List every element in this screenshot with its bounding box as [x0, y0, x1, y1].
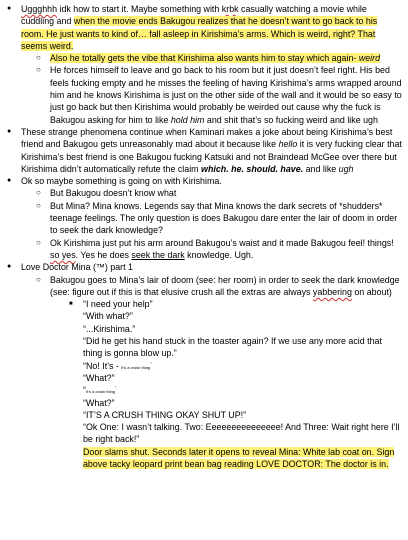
- underlined-text: seek the dark: [131, 249, 185, 260]
- misspelled-word: Uggghhh: [21, 4, 58, 14]
- dialogue-line: ■ “I need your help”: [83, 299, 153, 310]
- sub-bullet-item: [0, 52, 402, 64]
- dialogue-line: “No! It’s - it’s a crush thing”: [83, 360, 152, 371]
- dialogue-list: [50, 298, 402, 470]
- dialogue-block: [0, 298, 402, 470]
- bullet-item-4: ● Love Doctor Mina (™) part 1 ○ Bakugou goes to Mina’s lair of doom (see: her room) in order to seek the dark knowledge (see: figure out if this is that elusive crush all the extras are always yabbering on about) ■ “I need your help” “With what?” “...Kirishima.” “Did he get his hand stuck in the toaster again? If we use any more acid that thing is gonna blow up.” “No! It’s - it’s a crush thing” “What?” “It’s a crush thing” “What?” “IT’S A CRUSH THING OKAY SHUT UP!” “Ok One: I wasn’t talking. Two: Eeeeeeeeeeeeeee! And Three: Wait right here I’ll be right back!” Door slams shut. Seconds later it opens to reveal Mina: White lab coat on. Sign above tacky leopard print bean bag reading LOVE DOCTOR: The doctor is in.: [0, 261, 402, 470]
- outline-list: [0, 3, 402, 470]
- sub-list: [21, 52, 402, 126]
- sub-list: [21, 274, 402, 471]
- sub-bullet-item: ○ Ok Kirishima just put his arm around Bakugou’s waist and it made Bakugou feel! things! so yes. Yes he does seek the dark knowledge. Ugh.: [0, 237, 402, 262]
- tiny-text: it’s a crush thing: [121, 364, 151, 370]
- sub-bullet-item: ○ But Bakugou doesn’t know what: [0, 187, 402, 199]
- dialogue-line: “IT’S A CRUSH THING OKAY SHUT UP!”: [83, 409, 247, 420]
- dialogue-line: “What?”: [83, 372, 115, 383]
- dialogue-line: [83, 446, 402, 471]
- dialogue-line: “Did he get his hand stuck in the toaster again? If we use any more acid that thing is gonna blow up.”: [83, 336, 382, 359]
- sub-bullet-item: ○ He forces himself to leave and go back to his room but it just doesn’t feel right. His bed feels fucking empty and he misses the feeling of having Kirishima’s arms wrapped around him and he knows Kirishima is just on the other side of the wall and it would be so easy to just go back but then Kirishima would probably be weirded out cause why the fuck is Bakugou asking for him to like hold him and shit that’s so fucking weird and like ugh: [0, 64, 402, 125]
- dialogue-line: “What?”: [83, 397, 115, 408]
- bullet-item-3: ● Ok so maybe something is going on with Kirishima. ○ But Bakugou doesn’t know what ○ But Mina? Mina knows. Legends say that Mina knows the dark secrets of *shudders* teenage feelings. The only question is does Bakugou dare enter the lair of doom in order to seek the dark knowledge? ○ Ok Kirishima just put his arm around Bakugou’s waist and it made Bakugou feel! things! so yes. Yes he does seek the dark knowledge. Ugh.: [0, 175, 402, 261]
- dialogue-line: “Ok One: I wasn’t talking. Two: Eeeeeeeeeeeeeee! And Three: Wait right here I’ll be right back!”: [83, 422, 400, 445]
- misspelled-word: yabbering: [312, 286, 352, 297]
- highlighted-text: Door slams shut. Seconds later it opens to reveal Mina: White lab coat on. Sign above tacky leopard print bean bag reading LOVE DOCTOR: The doctor is in.: [83, 446, 395, 469]
- dialogue-line: “With what?”: [83, 311, 133, 322]
- misspelled-word: krbk: [221, 4, 239, 14]
- dialogue-line: “It’s a crush thing”: [83, 385, 117, 396]
- tiny-text: It’s a crush thing: [85, 389, 116, 395]
- sub-bullet-item: ○ But Mina? Mina knows. Legends say that Mina knows the dark secrets of *shudders* teenage feelings. The only question is does Bakugou dare enter the lair of doom in order to seek the dark knowledge?: [0, 200, 402, 237]
- sub-list: [21, 187, 402, 261]
- grammar-flag: so yes: [50, 249, 76, 260]
- sub-bullet-item: ○ Bakugou goes to Mina’s lair of doom (see: her room) in order to seek the dark knowledge (see: figure out if this is that elusive crush all the extras are always yabbering on about) ■ “I need your help” “With what?” “...Kirishima.” “Did he get his hand stuck in the toaster again? If we use any more acid that thing is gonna blow up.” “No! It’s - it’s a crush thing” “What?” “It’s a crush thing” “What?” “IT’S A CRUSH THING OKAY SHUT UP!” “Ok One: I wasn’t talking. Two: Eeeeeeeeeeeeeee! And Three: Wait right here I’ll be right back!” Door slams shut. Seconds later it opens to reveal Mina: White lab coat on. Sign above tacky leopard print bean bag reading LOVE DOCTOR: The doctor is in.: [0, 274, 402, 471]
- highlighted-text: when the movie ends Bakugou realizes that he doesn’t want to go back to his room. He just wants to kind of… fall asleep in Kirishima’s arms. Which is weird, right? That seems weird.: [21, 16, 378, 51]
- dialogue-line: “...Kirishima.”: [83, 323, 136, 334]
- highlighted-text: Also he totally gets the vibe that Kirishima also wants him to stay which again- weird: [50, 53, 381, 64]
- bullet-item-1: ● Uggghhh idk how to start it. Maybe something with krbk casually watching a movie while cuddling and when the movie ends Bakugou realizes that he doesn’t want to go back to his room. He just wants to kind of… fall asleep in Kirishima’s arms. Which is weird, right? That seems weird. ○ Also he totally gets the vibe that Kirishima also wants him to stay which again- weird ○ He forces himself to leave and go back to his room but it just doesn’t feel right. His bed feels fucking empty and he misses the feeling of having Kirishima’s arms wrapped around him and he knows Kirishima is just on the other side of the wall and it would be so easy to just go back but then Kirishima would probably be weirded out cause why the fuck is Bakugou asking for him to like hold him and shit that’s so fucking weird and like ugh: [0, 3, 402, 126]
- bullet-item-2: ● These strange phenomena continue when Kaminari makes a joke about being Kirishima’s best friend and Bakugou gets unreasonably mad about it because like hello it is very fucking clear that Kirishima’s best friend is one Bakugou fucking Katsuki and not Braindead McGee over there but Kirishima didn’t automatically refute the claim which. he. should. have. and like ugh: [0, 126, 402, 175]
